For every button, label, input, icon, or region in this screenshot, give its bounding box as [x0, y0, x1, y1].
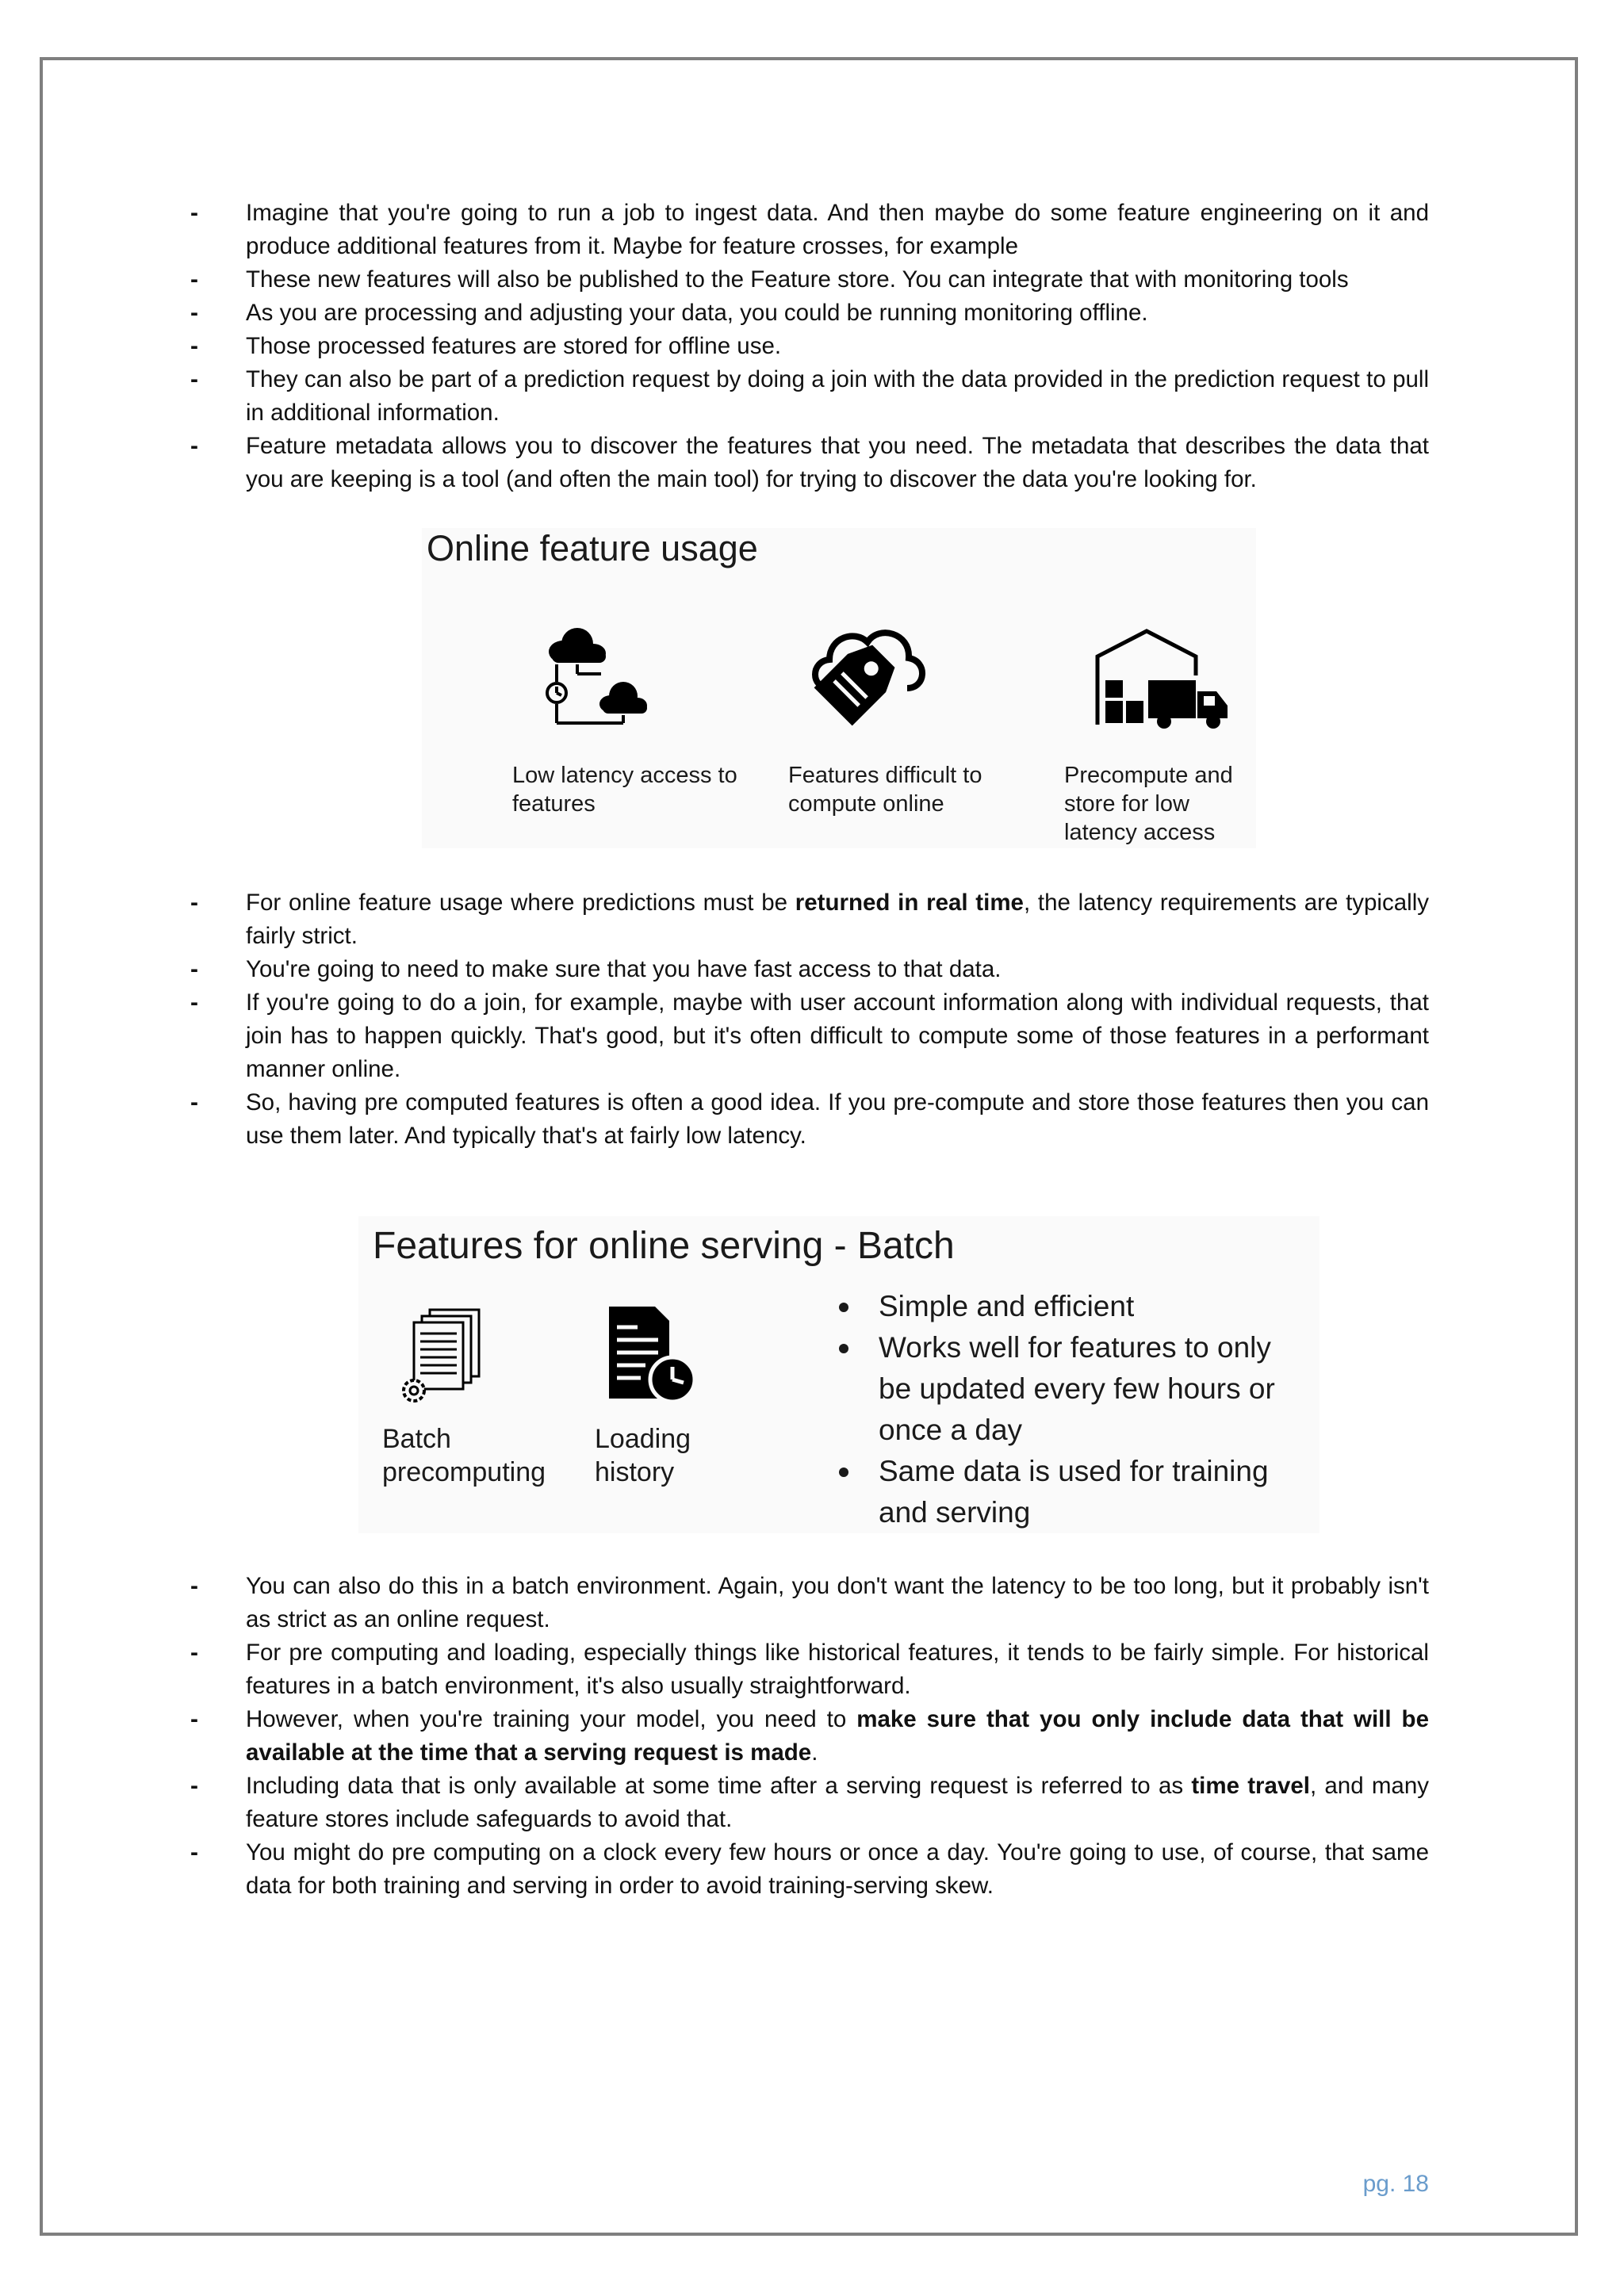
warehouse-truck-icon: [1093, 628, 1235, 731]
figure-label: Features difficult to compute online: [788, 763, 982, 817]
bullet-dash: -: [190, 1089, 198, 1115]
documents-gear-icon: [400, 1305, 487, 1408]
cloud-tag-icon: [806, 615, 933, 742]
bullet-dash: -: [190, 1773, 198, 1799]
figure-label: Batch precomputing: [382, 1424, 546, 1487]
figure-label: Precompute and store for low latency access: [1064, 763, 1233, 845]
list-item: - Those processed features are stored for offline use.: [190, 330, 1429, 363]
figure-bullet: Simple and efficient: [834, 1286, 1310, 1327]
bullet-list-intro: [190, 197, 1429, 496]
list-item: - If you're going to do a join, for example, maybe with user account information along with individual requests, that join has to happen quickly. That's good, but it's often difficult to compute some of those features in a performant manner online.: [190, 986, 1429, 1086]
list-item: - Feature metadata allows you to discover the features that you need. The metadata that describes the data that you are keeping is a tool (and often the main tool) for trying to discover the data you're looking for.: [190, 430, 1429, 496]
page-number: pg. 18: [1362, 2171, 1429, 2197]
list-item: - You're going to need to make sure that you have fast access to that data.: [190, 953, 1429, 986]
figure-bullet: Works well for features to only be updated every few hours or once a day: [834, 1327, 1310, 1451]
bullet-dash: -: [190, 433, 198, 459]
figure-title: Features for online serving - Batch: [373, 1225, 955, 1267]
list-item: - These new features will also be published to the Feature store. You can integrate that with monitoring tools: [190, 263, 1429, 297]
figure-label: Low latency access to features: [512, 763, 737, 817]
bullet-list-online: [190, 886, 1429, 1153]
bullet-dash: -: [190, 366, 198, 392]
figure-bullet: Same data is used for training and serving: [834, 1451, 1310, 1533]
figure-bullet-list: [834, 1286, 1310, 1533]
bullet-dash: -: [190, 1839, 198, 1866]
list-item: - For online feature usage where predictions must be returned in real time, the latency requirements are typically fairly strict.: [190, 886, 1429, 953]
list-item: - They can also be part of a prediction request by doing a join with the data provided in the prediction request to pull in additional information.: [190, 363, 1429, 430]
bullet-dash: -: [190, 890, 198, 916]
list-item: - So, having pre computed features is often a good idea. If you pre-compute and store those features then you can use them later. And typically that's at fairly low latency.: [190, 1086, 1429, 1153]
list-item: - However, when you're training your model, you need to make sure that you only include data that will be available at the time that a serving request is made.: [190, 1703, 1429, 1770]
bullet-dash: -: [190, 200, 198, 226]
list-item: - You might do pre computing on a clock every few hours or once a day. You're going to use, of course, that same data for both training and serving in order to avoid training-serving skew.: [190, 1836, 1429, 1903]
document-clock-icon: [606, 1303, 701, 1406]
clouds-clock-icon: [541, 622, 652, 733]
bullet-dash: -: [190, 956, 198, 982]
bullet-dash: -: [190, 1573, 198, 1599]
figure-label: Loading history: [595, 1424, 691, 1487]
list-item: - As you are processing and adjusting your data, you could be running monitoring offline.: [190, 297, 1429, 330]
bullet-dash: -: [190, 1706, 198, 1732]
bullet-dash: -: [190, 989, 198, 1016]
figure-online-feature-usage: [422, 528, 1256, 848]
figure-online-serving-batch: [358, 1216, 1320, 1533]
list-item: - Including data that is only available at some time after a serving request is referred to as time travel, and many feature stores include safeguards to avoid that.: [190, 1770, 1429, 1836]
list-item: - Imagine that you're going to run a job to ingest data. And then maybe do some feature engineering on it and produce additional features from it. Maybe for feature crosses, for example: [190, 197, 1429, 263]
list-item: - You can also do this in a batch environment. Again, you don't want the latency to be too long, but it probably isn't as strict as an online request.: [190, 1570, 1429, 1636]
bullet-dash: -: [190, 266, 198, 293]
figure-title: Online feature usage: [427, 528, 758, 568]
bullet-dash: -: [190, 1640, 198, 1666]
bullet-dash: -: [190, 333, 198, 359]
list-item: - For pre computing and loading, especially things like historical features, it tends to be fairly simple. For historical features in a batch environment, it's also usually straightforward.: [190, 1636, 1429, 1703]
bullet-list-batch: [190, 1570, 1429, 1903]
bullet-dash: -: [190, 300, 198, 326]
